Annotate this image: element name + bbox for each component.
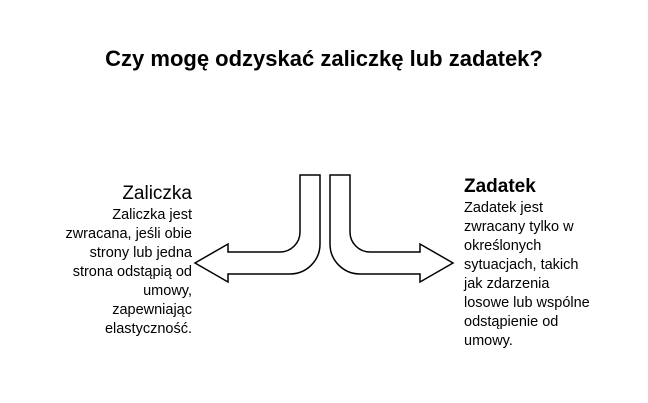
right-arrow: [330, 175, 453, 282]
zaliczka-description: [42, 206, 192, 339]
zadatek-line: odstąpienie od: [464, 314, 559, 330]
zadatek-line: losowe lub wspólne: [464, 295, 590, 311]
zadatek-line: jak zdarzenia: [464, 276, 550, 292]
zaliczka-line: Zaliczka jest: [112, 207, 192, 223]
zaliczka-block: [42, 182, 192, 339]
zadatek-line: umowy.: [464, 333, 513, 349]
zaliczka-line: umowy,: [143, 283, 192, 299]
zaliczka-line: strony lub jedna: [89, 245, 192, 261]
zadatek-block: [464, 175, 614, 351]
zadatek-description: [464, 199, 614, 351]
zaliczka-line: strona odstąpią od: [72, 264, 192, 280]
zaliczka-line: zwracana, jeśli obie: [65, 226, 192, 242]
zadatek-line: sytuacjach, takich: [464, 257, 579, 273]
diagram-title: Czy mogę odzyskać zaliczkę lub zadatek?: [105, 46, 543, 71]
zaliczka-line: zapewniając: [112, 302, 192, 318]
zaliczka-line: elastyczność.: [104, 321, 192, 337]
left-arrow: [195, 175, 320, 282]
zadatek-line: zwracany tylko w: [464, 219, 574, 235]
zadatek-heading: Zadatek: [464, 176, 536, 197]
zaliczka-heading: Zaliczka: [122, 183, 192, 204]
zadatek-line: określonych: [464, 238, 542, 254]
zadatek-line: Zadatek jest: [464, 200, 543, 216]
